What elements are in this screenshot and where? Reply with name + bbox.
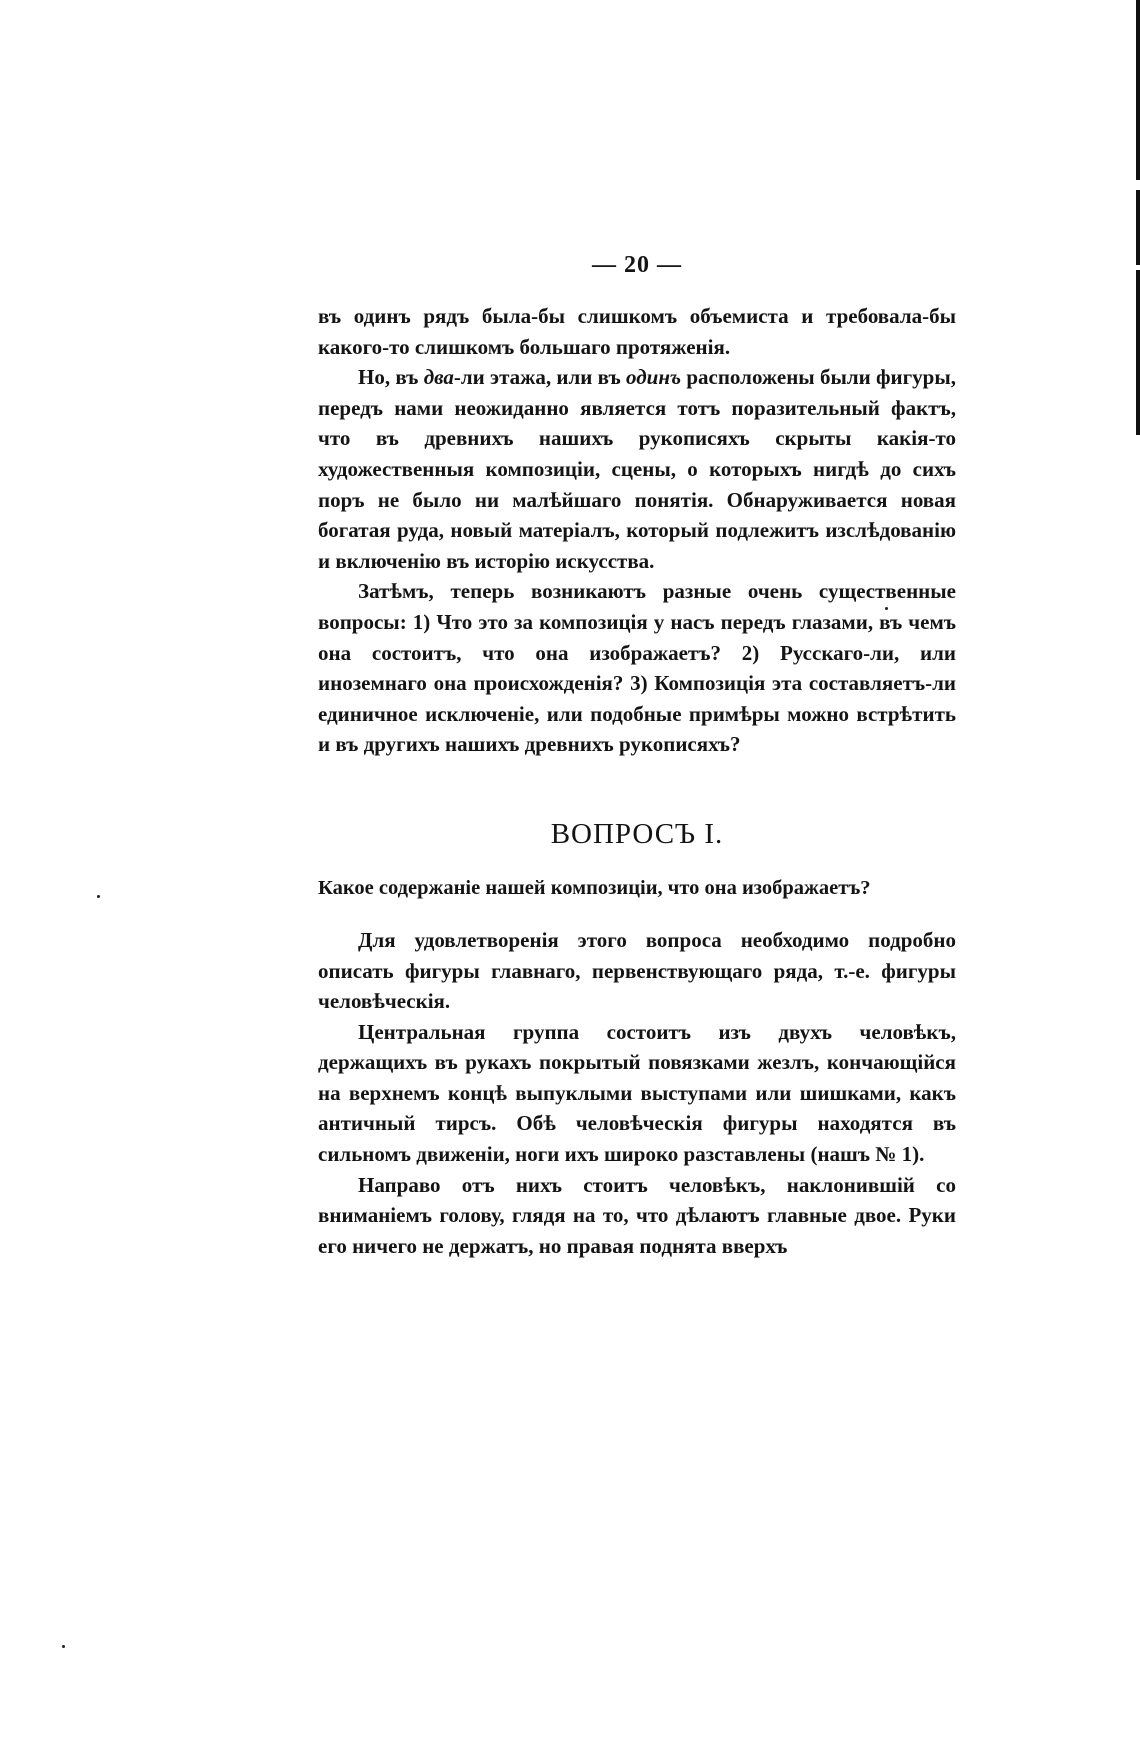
page-edge-shadow <box>1136 0 1140 180</box>
page-body <box>318 252 956 1261</box>
text-run: расположены были фигуры, передъ нами неожиданно является тотъ поразительный фактъ, что въ древнихъ нашихъ рукописяхъ скрыты какія-то художественныя композиціи, сцены, о которыхъ нигдѣ до сихъ поръ не было ни малѣйшаго понятія. Обнаруживается новая богатая руда, новый матеріалъ, который подлежитъ изслѣдованію и включенію въ исторію искусства. <box>318 365 956 573</box>
italic-text: два <box>423 365 454 390</box>
paragraph <box>318 362 956 576</box>
question-heading: Какое содержаніе нашей композиціи, что она изображаетъ? <box>318 876 871 899</box>
scan-speck <box>62 1645 65 1648</box>
section-heading: ВОПРОСЪ I. <box>550 817 724 850</box>
page-edge-shadow <box>1136 270 1140 435</box>
page-edge-shadow <box>1136 190 1140 265</box>
paragraph: Центральная группа состоитъ изъ двухъ человѣкъ, держащихъ въ рукахъ покрытый повязками жезлъ, кончающійся на верхнемъ концѣ выпуклыми выступами или шишками, какъ античный тирсъ. Обѣ человѣческія фигуры находятся въ сильномъ движеніи, ноги ихъ широко разставлены (нашъ № 1). <box>318 1019 956 1167</box>
scan-speck <box>97 895 100 898</box>
paragraph-continuation: въ одинъ рядъ была-бы слишкомъ объемиста и требовала-бы какого-то слишкомъ большаго протяженія. <box>318 304 956 359</box>
paragraph: Для удовлетворенія этого вопроса необходимо подробно описать фигуры главнаго, первенствующаго ряда, т.-е. фигуры человѣческія. <box>318 927 956 1014</box>
paragraph: Направо отъ нихъ стоитъ человѣкъ, наклонившій со вниманіемъ голову, глядя на то, что дѣлаютъ главные двое. Руки его ничего не держатъ, но правая поднята вверхъ <box>318 1172 956 1258</box>
italic-text: одинъ <box>626 365 682 390</box>
paragraph: Затѣмъ, теперь возникаютъ разные очень существенные вопросы: 1) Что это за композиція у насъ передъ глазами, въ чемъ она состоитъ, что она изображаетъ? 2) Русскаго-ли, или иноземнаго она происхожденія? 3) Композиція эта составляетъ-ли единичное исключеніе, или подобные примѣры можно встрѣтить и въ другихъ нашихъ древнихъ рукописяхъ? <box>318 579 956 757</box>
page-number: — 20 — <box>592 252 682 278</box>
text-run: Но, въ <box>358 365 424 390</box>
text-run: -ли этажа, или въ <box>453 365 627 390</box>
